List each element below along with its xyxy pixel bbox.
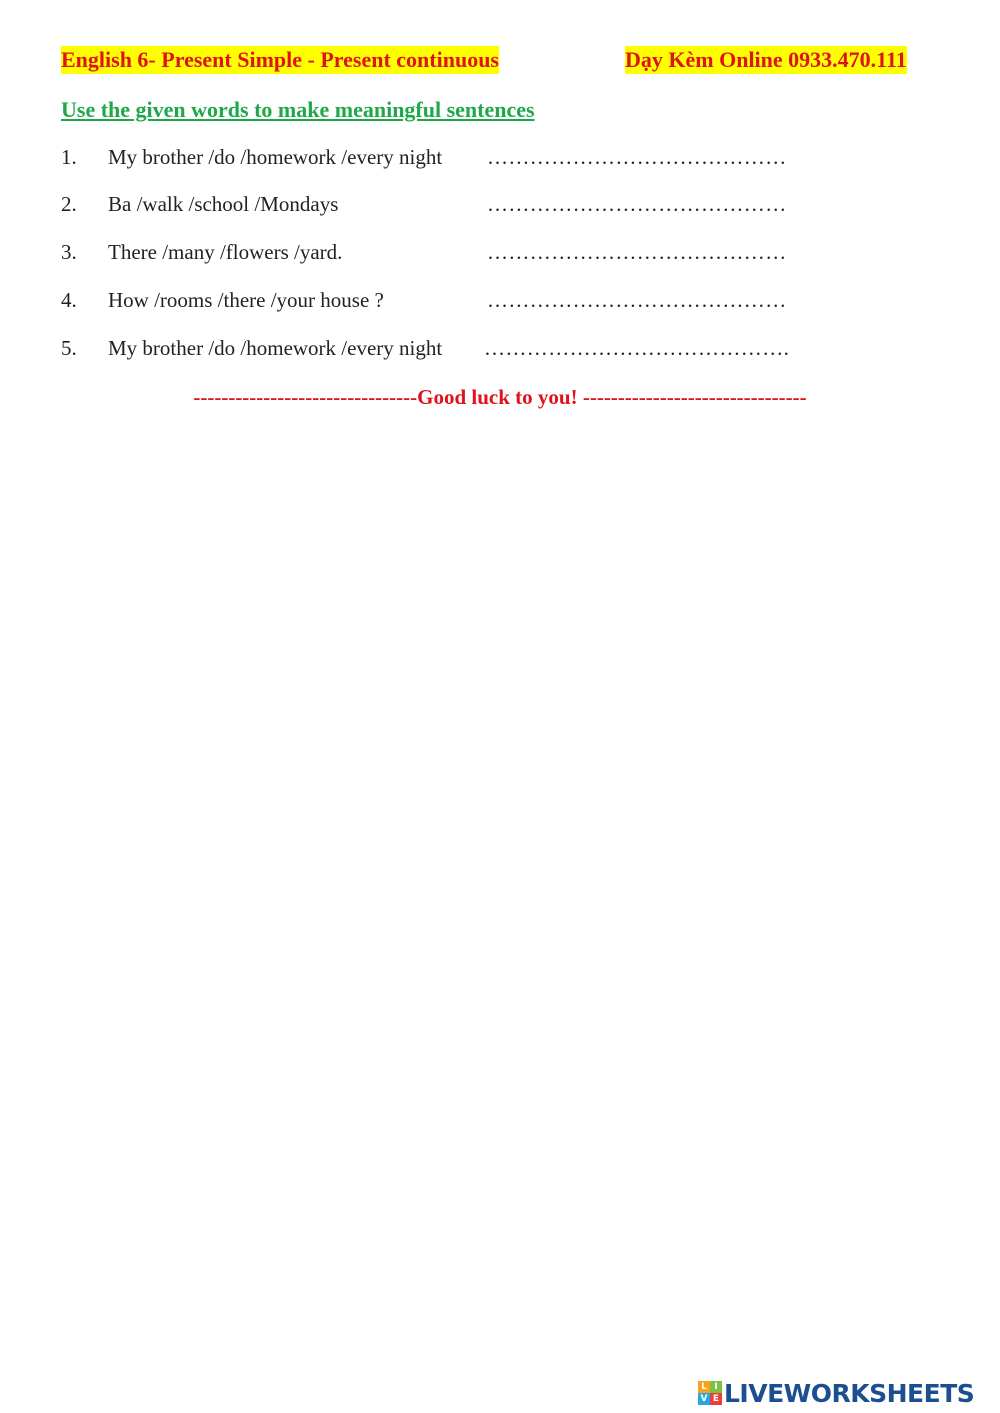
liveworksheets-brand [698,1378,974,1408]
logo-letter-v: V [698,1393,710,1405]
tutor-contact: Dạy Kèm Online 0933.470.111 [625,47,907,72]
item-prompt: There /many /flowers /yard. [108,240,343,264]
liveworksheets-logo-icon [698,1381,722,1405]
item-prompt: How /rooms /there /your house ? [108,288,384,312]
answer-blank[interactable]: …………………………………… [487,288,787,312]
item-number: 3. [61,240,77,264]
logo-letter-l: L [698,1381,710,1393]
item-prompt: Ba /walk /school /Mondays [108,192,339,216]
item-prompt: My brother /do /homework /every night [108,145,443,169]
instruction-heading: Use the given words to make meaningful sentences [61,97,535,122]
item-number: 1. [61,145,77,169]
answer-blank[interactable]: …………………………………… [487,192,787,216]
brand-wordmark: LIVEWORKSHEETS [724,1378,975,1408]
item-number: 4. [61,288,77,312]
item-number: 2. [61,192,77,216]
answer-blank[interactable]: …………………………………… [487,145,787,169]
logo-letter-e: E [710,1393,722,1405]
item-number: 5. [61,336,77,360]
item-prompt: My brother /do /homework /every night [108,336,443,360]
worksheet-title: English 6- Present Simple - Present continuous [61,47,499,72]
good-luck-footer: --------------------------------Good luck to you! -------------------------------- [193,385,807,409]
logo-letter-i: I [710,1381,722,1393]
answer-blank[interactable]: …………………………………… [487,240,787,264]
answer-blank[interactable]: ……………………………………. [484,336,790,360]
